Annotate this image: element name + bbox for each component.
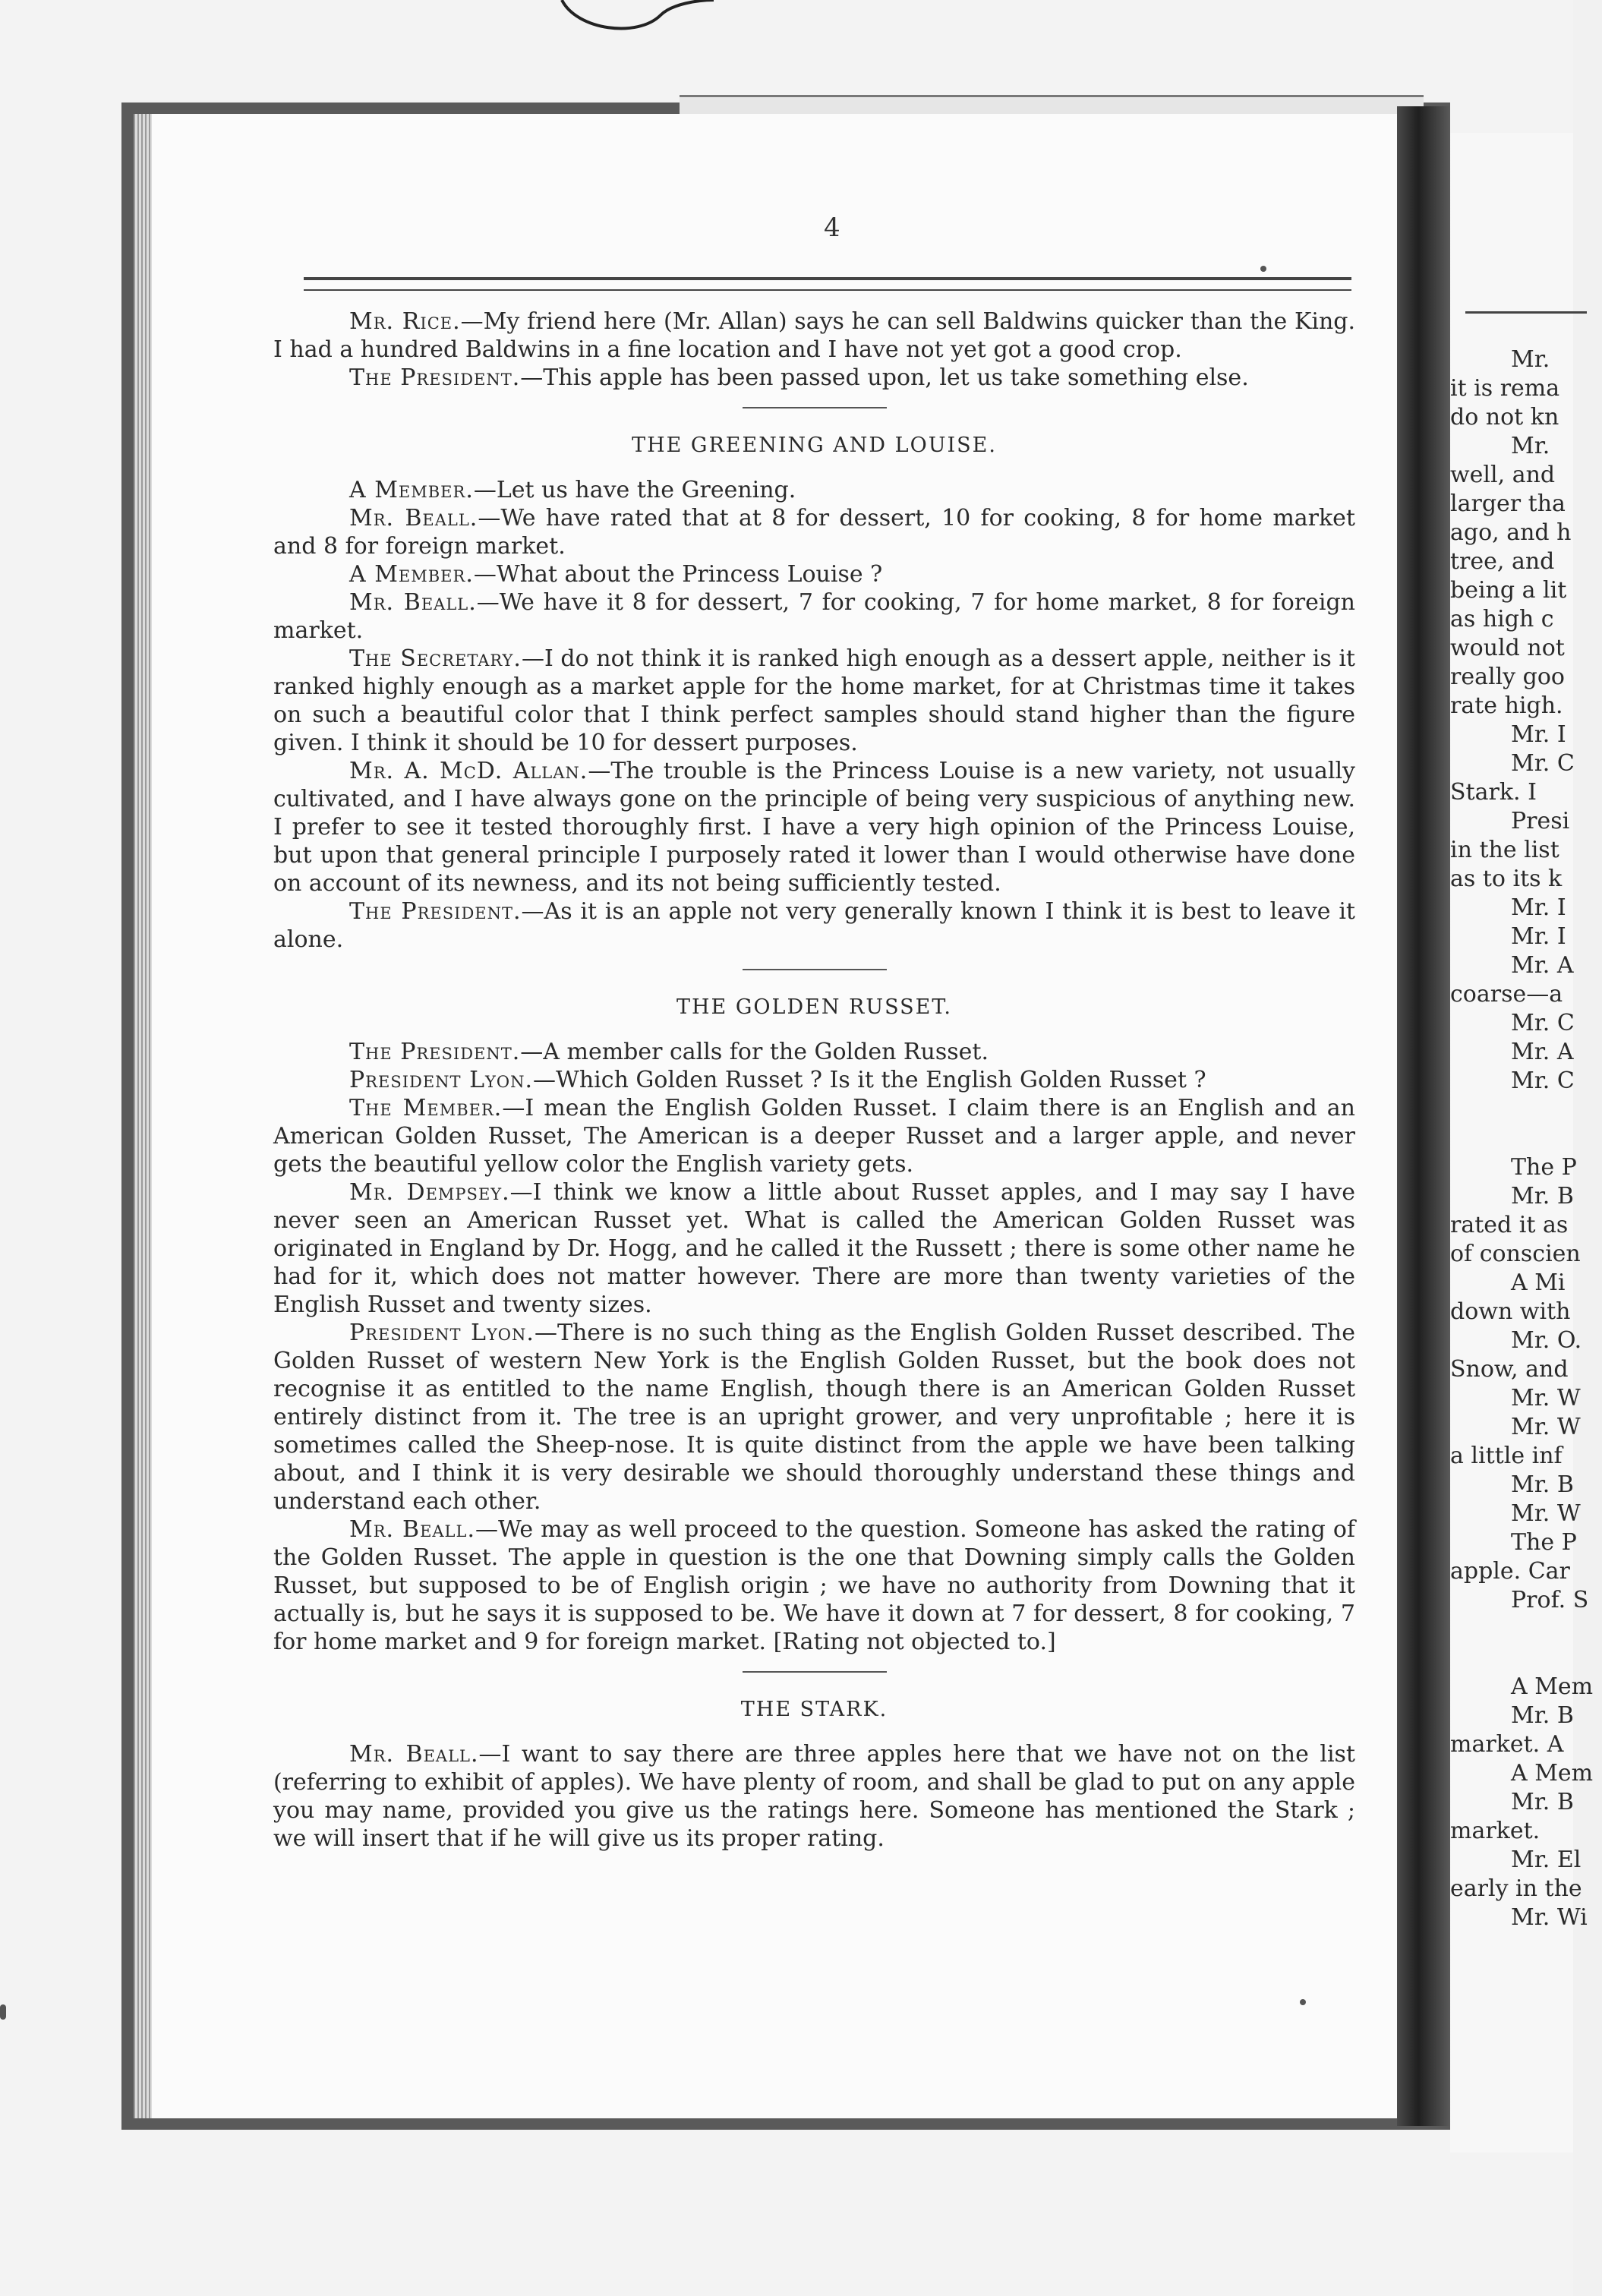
facing-page-line: down with — [1450, 1298, 1571, 1325]
speech-paragraph — [273, 1094, 1355, 1178]
page-number: 4 — [824, 213, 840, 243]
speaker-name: Mr. Beall. — [349, 589, 477, 616]
facing-page-line: well, and — [1450, 462, 1556, 488]
speech-text: —What about the Princess Louise ? — [473, 561, 883, 588]
speech-text: —We have it 8 for dessert, 7 for cooking, 7 for home market, 8 for foreign market. — [273, 589, 1355, 644]
speech-text: —I mean the English Golden Russet. I claim there is an English and an American Golden Russet, The American is a deeper Russet and a larger apple, and never gets the beautiful yellow color the English variety gets. — [273, 1095, 1355, 1178]
facing-page-line: a little inf — [1450, 1443, 1563, 1469]
facing-page-line: ago, and h — [1450, 519, 1572, 546]
speech-paragraph — [273, 364, 1355, 392]
facing-page-line: The P — [1511, 1154, 1577, 1181]
speech-paragraph — [273, 1066, 1355, 1094]
facing-page-line: Mr. Wi — [1511, 1904, 1588, 1931]
speaker-name: A Member. — [349, 561, 474, 588]
facing-page-line: Mr. B — [1511, 1789, 1574, 1815]
facing-page — [1450, 133, 1594, 2152]
speech-text: —As it is an apple not very generally known I think it is best to leave it alone. — [273, 898, 1355, 953]
speech-text: —I think we know a little about Russet apples, and I may say I have never seen an American Russet yet. What is called the American Golden Russet was originated in England by Dr. Hogg, and he called it the Russett ; there is some other name he had for it, which does not matter however. There are more than twenty varieties of the English Russet and twenty sizes. — [273, 1179, 1355, 1318]
facing-page-line: Prof. S — [1511, 1587, 1589, 1613]
facing-page-line: A Mem — [1511, 1673, 1594, 1700]
facing-page-line: Mr. C — [1511, 1068, 1575, 1094]
facing-page-line: really goo — [1450, 664, 1565, 690]
facing-page-line: Mr. A — [1511, 1039, 1574, 1065]
facing-page-line: tree, and — [1450, 548, 1555, 575]
facing-page-line: Mr. C — [1511, 1010, 1575, 1036]
facing-page-line: Mr. B — [1511, 1183, 1574, 1210]
speech-paragraph — [273, 1038, 1355, 1066]
margin-speck — [1300, 1999, 1306, 2005]
section-heading: THE GREENING AND LOUISE. — [632, 434, 997, 457]
book-gutter — [1397, 106, 1450, 2126]
facing-page-rule — [1465, 311, 1587, 314]
facing-page-line: being a lit — [1450, 577, 1567, 604]
speech-text: —There is no such thing as the English Golden Russet described. The Golden Russet of western New York is the English Golden Russet, but the book does not recognise it as entitled to the name English, though there is an American Golden Russet entirely distinct from it. The tree is an upright grower, and very unprofitable ; here it is sometimes called the Sheep-nose. It is quite distinct from the apple we have been talking about, and I think it is very desirable we should thoroughly understand these things and understand each other. — [273, 1320, 1355, 1515]
facing-page-line: market. — [1450, 1818, 1541, 1844]
speech-text: —We may as well proceed to the question. Someone has asked the rating of the Golden Russet. The apple in question is the one that Downing simply calls the Golden Russet, but supposed to be of English origin ; we have no authority from Downing that it actually is, but he says it is supposed to be. We have it down at 7 for dessert, 8 for cooking, 7 for home market and 9 for foreign market. [Rating not objected to.] — [273, 1516, 1355, 1655]
speaker-name: Mr. Dempsey. — [349, 1179, 510, 1206]
facing-page-line: Mr. C — [1511, 750, 1575, 777]
stacked-page-edges — [134, 114, 153, 2118]
speaker-name: Mr. Beall. — [349, 1516, 475, 1543]
facing-page-line: Mr. W — [1511, 1414, 1581, 1440]
facing-page-line: of conscien — [1450, 1241, 1581, 1267]
facing-page-line — [1450, 1615, 1602, 1644]
speaker-name: Mr. A. McD. Allan. — [349, 758, 588, 784]
facing-page-line: Presi — [1511, 808, 1570, 834]
speaker-name: The President. — [349, 364, 521, 391]
speech-text: —I do not think it is ranked high enough as a dessert apple, neither is it ranked highly enough as a market apple for the home market, for at Christmas time it takes on such a beautiful color that I think perfect samples should stand higher than the figure given. I think it should be 10 for dessert purposes. — [273, 645, 1355, 756]
speech-text: —Which Golden Russet ? Is it the English Golden Russet ? — [533, 1067, 1206, 1093]
facing-page-line: A Mi — [1511, 1269, 1566, 1296]
speaker-name: The President. — [349, 898, 522, 925]
facing-page-line: Mr. B — [1511, 1702, 1574, 1729]
binding-cord — [547, 0, 729, 38]
facing-page-line: market. A — [1450, 1731, 1564, 1758]
section-heading: THE STARK. — [740, 1698, 888, 1721]
facing-page-line: Mr. I — [1511, 894, 1566, 921]
facing-page-text — [1450, 345, 1602, 1932]
speech-paragraph — [273, 1740, 1355, 1853]
speech-paragraph — [273, 308, 1355, 364]
speech-paragraph — [273, 1515, 1355, 1656]
facing-page-line: Mr. W — [1511, 1385, 1581, 1411]
facing-page-line: Mr. El — [1511, 1847, 1582, 1873]
speech-text: —My friend here (Mr. Allan) says he can sell Baldwins quicker than the King. I had a hundred Baldwins in a fine location and I have not yet got a good crop. — [273, 308, 1356, 363]
facing-page-line — [1450, 1124, 1602, 1153]
speech-paragraph — [273, 645, 1355, 757]
facing-page-line: Mr. — [1511, 346, 1550, 373]
facing-page-line: rate high. — [1450, 692, 1563, 719]
facing-page-line: it is rema — [1450, 375, 1560, 402]
speaker-name: The Secretary. — [349, 645, 522, 672]
facing-page-line: early in the — [1450, 1875, 1582, 1902]
facing-page-line: A Mem — [1511, 1760, 1594, 1787]
facing-page-line: coarse—a — [1450, 981, 1563, 1008]
facing-page-line: rated it as — [1450, 1212, 1569, 1238]
speaker-name: Mr. Rice. — [349, 308, 461, 335]
speech-text: —We have rated that at 8 for dessert, 10 for cooking, 8 for home market and 8 for foreign market. — [273, 505, 1355, 560]
speech-text: —I want to say there are three apples here that we have not on the list (referring to exhibit of apples). We have plenty of room, and shall be glad to put on any apple you may name, provided you give us the ratings here. Someone has mentioned the Stark ; we will insert that if he will give us its proper rating. — [273, 1741, 1355, 1852]
facing-page-line: The P — [1511, 1529, 1577, 1556]
speech-text: —This apple has been passed upon, let us take something else. — [520, 364, 1249, 391]
speaker-name: Mr. Beall. — [349, 505, 478, 531]
section-separator — [743, 1671, 887, 1673]
speech-text: —A member calls for the Golden Russet. — [520, 1039, 989, 1065]
speech-paragraph — [273, 560, 1355, 588]
speech-paragraph — [273, 588, 1355, 645]
page-text — [273, 308, 1355, 1853]
margin-speck — [0, 2004, 6, 2020]
facing-page-line: apple. Car — [1450, 1558, 1570, 1585]
speech-text: —The trouble is the Princess Louise is a new variety, not usually cultivated, and I have always gone on the principle of being very suspicious of anything new. I prefer to see it tested thoroughly first. I have a very high opinion of the Princess Louise, but upon that general principle I purposely rated it lower than I would otherwise have done on account of its newness, and its not being sufficiently tested. — [273, 758, 1356, 897]
facing-page-line: in the list — [1450, 837, 1559, 863]
facing-page-line: Snow, and — [1450, 1356, 1569, 1383]
facing-page-line — [1450, 1096, 1602, 1124]
facing-page-line: Mr. I — [1511, 923, 1566, 950]
facing-page-line: Mr. I — [1511, 721, 1566, 748]
speaker-name: Mr. Beall. — [349, 1741, 479, 1768]
speaker-name: A Member. — [349, 477, 474, 503]
section-separator — [743, 969, 887, 970]
facing-page-line: Mr. A — [1511, 952, 1574, 979]
speaker-name: President Lyon. — [349, 1320, 535, 1346]
section-heading: THE GOLDEN RUSSET. — [676, 995, 952, 1019]
margin-speck — [1260, 266, 1266, 272]
speech-paragraph — [273, 1178, 1355, 1319]
facing-page-line: Mr. W — [1511, 1500, 1581, 1527]
speech-text: —Let us have the Greening. — [473, 477, 796, 503]
speech-paragraph — [273, 476, 1355, 504]
facing-page-line: Mr. O. — [1511, 1327, 1582, 1354]
facing-page-line: as high c — [1450, 606, 1554, 632]
speech-paragraph — [273, 1319, 1355, 1515]
speech-paragraph — [273, 504, 1355, 560]
facing-page-line: do not kn — [1450, 404, 1559, 430]
facing-page-line: as to its k — [1450, 866, 1563, 892]
facing-page-line: Mr. — [1511, 433, 1550, 459]
speech-paragraph — [273, 757, 1355, 897]
section-separator — [743, 407, 887, 408]
facing-page-line — [1450, 1644, 1602, 1673]
speaker-name: The Member. — [349, 1095, 503, 1121]
facing-page-line: Mr. B — [1511, 1471, 1574, 1498]
facing-page-line: Stark. I — [1450, 779, 1537, 806]
speaker-name: President Lyon. — [349, 1067, 534, 1093]
facing-page-line: would not — [1450, 635, 1565, 661]
header-rule — [304, 277, 1351, 291]
speaker-name: The President. — [349, 1039, 521, 1065]
facing-page-line: larger tha — [1450, 490, 1566, 517]
speech-paragraph — [273, 897, 1355, 954]
